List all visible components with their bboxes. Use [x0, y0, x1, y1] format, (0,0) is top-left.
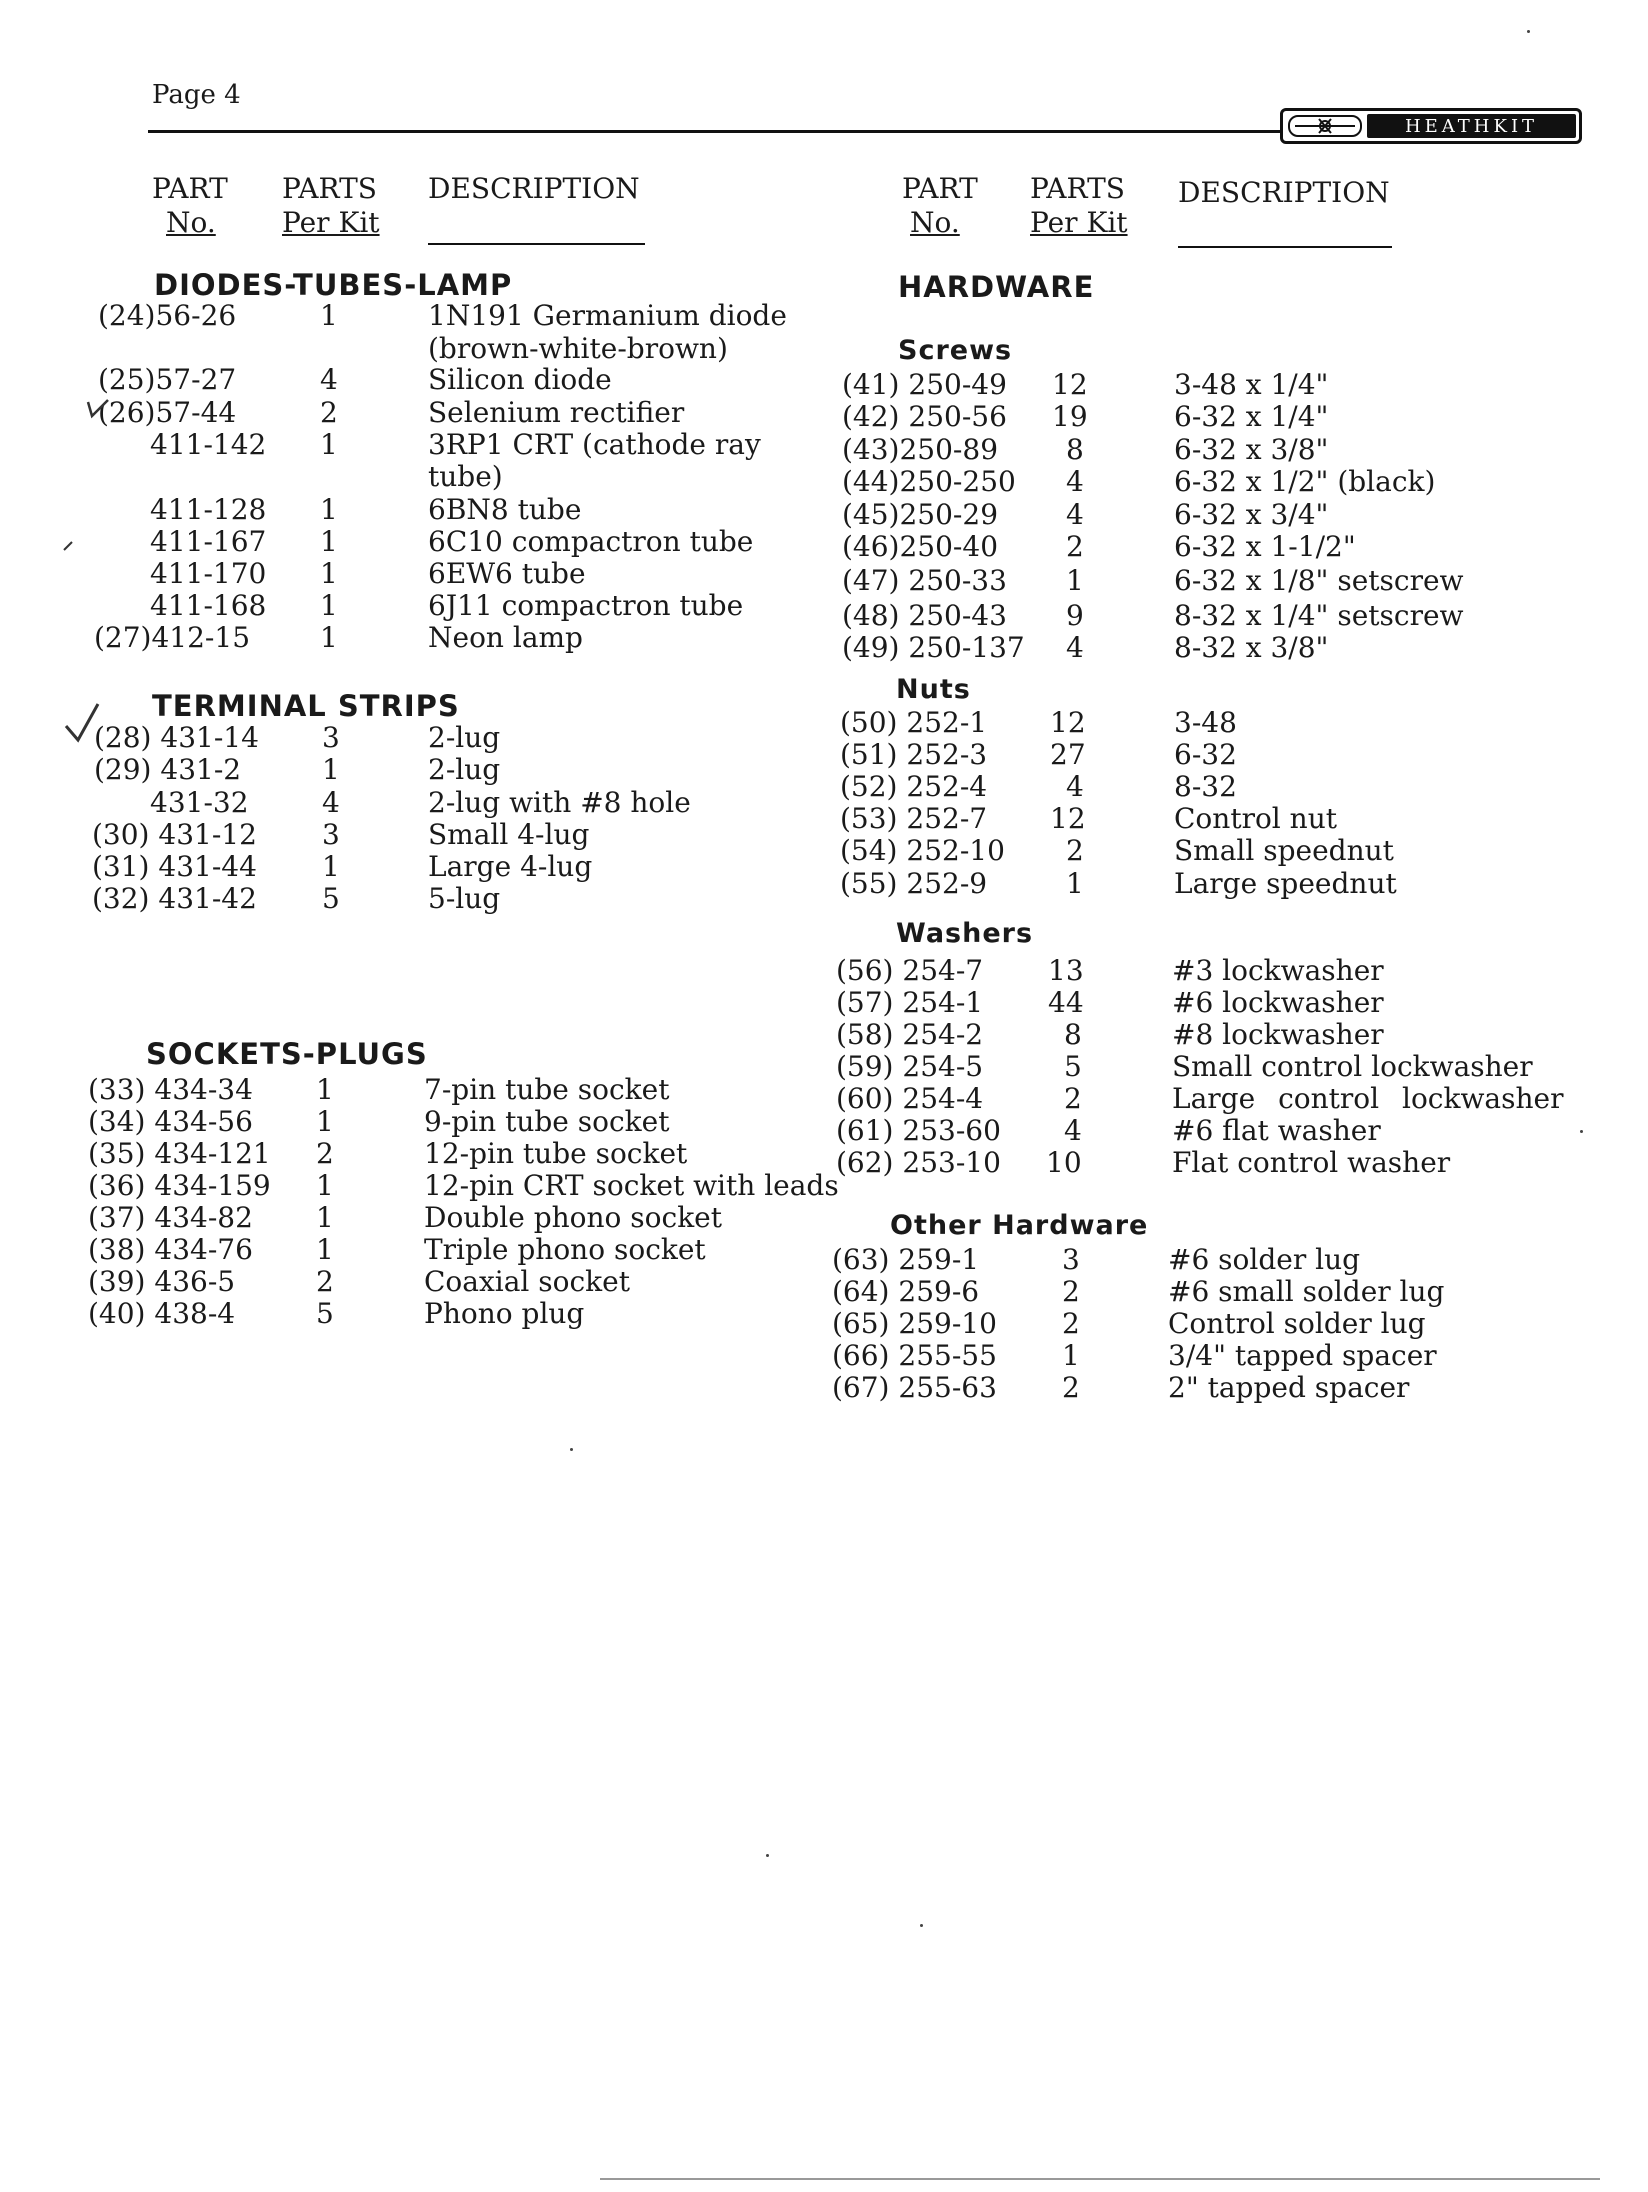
part-number: (48) 250-43: [842, 599, 1007, 632]
quantity: 2: [1064, 1082, 1082, 1115]
quantity: 1: [320, 621, 338, 654]
quantity: 13: [1048, 954, 1084, 987]
quantity: 1: [320, 589, 338, 622]
part-number: (65) 259-10: [832, 1307, 997, 1340]
quantity: 4: [1066, 465, 1084, 498]
part-number: (47) 250-33: [842, 564, 1007, 597]
part-number: (51) 252-3: [840, 738, 988, 771]
description: #6 solder lug: [1168, 1243, 1361, 1276]
left-description-header: DESCRIPTION: [428, 172, 640, 205]
quantity: 1: [320, 299, 338, 332]
part-number: (53) 252-7: [840, 802, 988, 835]
description: 6-32 x 1/8" setscrew: [1174, 564, 1464, 597]
description: Small control lockwasher: [1172, 1050, 1533, 1083]
description: 6BN8 tube: [428, 493, 582, 526]
description: 9-pin tube socket: [424, 1105, 670, 1138]
scan-speck: [766, 1854, 769, 1857]
part-number: (38) 434-76: [88, 1233, 253, 1266]
part-number: (67) 255-63: [832, 1371, 997, 1404]
part-number: 411-128: [150, 493, 267, 526]
scan-speck: [1580, 1130, 1583, 1133]
description: Control solder lug: [1168, 1307, 1426, 1340]
quantity: 8: [1066, 433, 1084, 466]
part-number: (42) 250-56: [842, 400, 1007, 433]
part-number: (50) 252-1: [840, 706, 988, 739]
description: (brown-white-brown): [428, 332, 728, 365]
description: Large 4-lug: [428, 850, 593, 883]
logo-emblem-icon: [1283, 111, 1367, 141]
part-number: (43)250-89: [842, 433, 999, 466]
description: 6-32 x 1-1/2": [1174, 530, 1356, 563]
quantity: 1: [316, 1233, 334, 1266]
description: Large control lockwasher: [1172, 1082, 1564, 1115]
part-number: (52) 252-4: [840, 770, 988, 803]
part-number: (63) 259-1: [832, 1243, 980, 1276]
description: Flat control washer: [1172, 1146, 1451, 1179]
part-number: (41) 250-49: [842, 368, 1007, 401]
part-number: (24)56-26: [98, 299, 237, 332]
part-number: (60) 254-4: [836, 1082, 984, 1115]
quantity: 1: [322, 753, 340, 786]
quantity: 19: [1052, 400, 1088, 433]
quantity: 3: [1062, 1243, 1080, 1276]
part-number: (62) 253-10: [836, 1146, 1001, 1179]
quantity: 4: [1064, 1114, 1082, 1147]
quantity: 2: [1066, 834, 1084, 867]
part-number: (46)250-40: [842, 530, 999, 563]
description: Large speednut: [1174, 867, 1397, 900]
quantity: 2: [320, 396, 338, 429]
part-label: PART: [152, 172, 228, 205]
description: 2-lug with #8 hole: [428, 786, 691, 819]
description: 6-32 x 1/2" (black): [1174, 465, 1436, 498]
description: 6J11 compactron tube: [428, 589, 744, 622]
description: 6-32 x 1/4": [1174, 400, 1329, 433]
description: #6 flat washer: [1172, 1114, 1381, 1147]
description: 3-48: [1174, 706, 1237, 739]
description: #3 lockwasher: [1172, 954, 1384, 987]
description: 3/4" tapped spacer: [1168, 1339, 1437, 1372]
description: Coaxial socket: [424, 1265, 630, 1298]
part-number: (54) 252-10: [840, 834, 1005, 867]
quantity: 4: [320, 363, 338, 396]
quantity: 12: [1050, 802, 1086, 835]
part-number: (25)57-27: [98, 363, 237, 396]
page-number: Page 4: [152, 80, 241, 110]
quantity: 2: [316, 1137, 334, 1170]
quantity: 9: [1066, 599, 1084, 632]
heathkit-logo: [1280, 108, 1582, 144]
quantity: 1: [320, 525, 338, 558]
description: 6EW6 tube: [428, 557, 586, 590]
description: 5-lug: [428, 882, 501, 915]
description: 3RP1 CRT (cathode ray: [428, 428, 761, 461]
part-number: (55) 252-9: [840, 867, 988, 900]
quantity: 5: [322, 882, 340, 915]
quantity: 27: [1050, 738, 1086, 771]
part-number: 431-32: [150, 786, 249, 819]
description: 1N191 Germanium diode: [428, 299, 787, 332]
description: 6C10 compactron tube: [428, 525, 754, 558]
scan-speck: [570, 1448, 573, 1451]
part-number: (58) 254-2: [836, 1018, 984, 1051]
description: 3-48 x 1/4": [1174, 368, 1329, 401]
description: 6-32 x 3/8": [1174, 433, 1329, 466]
part-number: (36) 434-159: [88, 1169, 271, 1202]
description: #6 lockwasher: [1172, 986, 1384, 1019]
part-number: (32) 431-42: [92, 882, 257, 915]
part-number: (49) 250-137: [842, 631, 1025, 664]
section-title-sockets-plugs: SOCKETS-PLUGS: [146, 1037, 428, 1071]
bottom-edge-rule: [600, 2178, 1600, 2180]
part-number: 411-170: [150, 557, 267, 590]
per-kit-label: Per Kit: [1030, 206, 1128, 239]
part-label: PART: [902, 172, 978, 205]
quantity: 8: [1064, 1018, 1082, 1051]
quantity: 4: [1066, 770, 1084, 803]
description: Silicon diode: [428, 363, 612, 396]
parts-label: PARTS: [1030, 172, 1125, 205]
part-number: (45)250-29: [842, 498, 999, 531]
part-number: (34) 434-56: [88, 1105, 253, 1138]
quantity: 4: [322, 786, 340, 819]
section-title-terminal-strips: TERMINAL STRIPS: [152, 689, 460, 723]
left-description-underline: [428, 243, 645, 245]
checkmark-icon: [62, 700, 102, 750]
left-parts-header: [282, 172, 380, 240]
description: #8 lockwasher: [1172, 1018, 1384, 1051]
part-number: (64) 259-6: [832, 1275, 980, 1308]
description: Control nut: [1174, 802, 1337, 835]
subsection-title-other-hardware: Other Hardware: [890, 1210, 1149, 1241]
subsection-title-screws: Screws: [898, 335, 1013, 366]
quantity: 44: [1048, 986, 1084, 1019]
no-label: No.: [910, 206, 960, 239]
part-number: (30) 431-12: [92, 818, 257, 851]
part-number: (29) 431-2: [94, 753, 242, 786]
right-part-header: [902, 172, 978, 240]
part-number: (44)250-250: [842, 465, 1016, 498]
quantity: 2: [1062, 1275, 1080, 1308]
left-part-header: [152, 172, 228, 240]
quantity: 1: [320, 557, 338, 590]
description: 2" tapped spacer: [1168, 1371, 1410, 1404]
right-description-underline: [1178, 246, 1392, 248]
quantity: 1: [316, 1105, 334, 1138]
quantity: 2: [316, 1265, 334, 1298]
description: Small 4-lug: [428, 818, 590, 851]
quantity: 1: [316, 1073, 334, 1106]
description: 6-32 x 3/4": [1174, 498, 1329, 531]
description: 8-32 x 3/8": [1174, 631, 1329, 664]
tick-mark-icon: [62, 540, 74, 552]
quantity: 4: [1066, 631, 1084, 664]
part-number: 411-142: [150, 428, 267, 461]
subsection-title-nuts: Nuts: [896, 674, 971, 705]
subsection-title-washers: Washers: [896, 918, 1034, 949]
part-number: 411-167: [150, 525, 267, 558]
description: 8-32 x 1/4" setscrew: [1174, 599, 1464, 632]
description: 12-pin CRT socket with leads: [424, 1169, 839, 1202]
part-number: (37) 434-82: [88, 1201, 253, 1234]
description: Small speednut: [1174, 834, 1394, 867]
quantity: 1: [1066, 867, 1084, 900]
parts-label: PARTS: [282, 172, 377, 205]
description: 2-lug: [428, 753, 501, 786]
description: Neon lamp: [428, 621, 583, 654]
quantity: 1: [322, 850, 340, 883]
scan-speck: [1527, 30, 1530, 33]
description: Selenium rectifier: [428, 396, 685, 429]
quantity: 12: [1052, 368, 1088, 401]
description: 6-32: [1174, 738, 1237, 771]
quantity: 2: [1066, 530, 1084, 563]
part-number: (56) 254-7: [836, 954, 984, 987]
part-number: 411-168: [150, 589, 267, 622]
part-number: (35) 434-121: [88, 1137, 271, 1170]
quantity: 5: [316, 1297, 334, 1330]
description: #6 small solder lug: [1168, 1275, 1445, 1308]
section-title-hardware: HARDWARE: [898, 270, 1095, 304]
quantity: 1: [320, 428, 338, 461]
quantity: 4: [1066, 498, 1084, 531]
quantity: 1: [1062, 1339, 1080, 1372]
description: 2-lug: [428, 721, 501, 754]
part-number: (59) 254-5: [836, 1050, 984, 1083]
quantity: 1: [1066, 564, 1084, 597]
pencil-mark-icon: [86, 398, 110, 420]
description: 7-pin tube socket: [424, 1073, 670, 1106]
per-kit-label: Per Kit: [282, 206, 380, 239]
part-number: (31) 431-44: [92, 850, 257, 883]
quantity: 3: [322, 721, 340, 754]
quantity: 1: [316, 1169, 334, 1202]
quantity: 12: [1050, 706, 1086, 739]
part-number: (26)57-44: [98, 396, 237, 429]
quantity: 2: [1062, 1371, 1080, 1404]
part-number: (57) 254-1: [836, 986, 984, 1019]
scan-speck: [920, 1924, 923, 1927]
quantity: 5: [1064, 1050, 1082, 1083]
logo-text: HEATHKIT: [1367, 114, 1576, 138]
quantity: 10: [1046, 1146, 1082, 1179]
right-parts-header: [1030, 172, 1128, 240]
part-number: (33) 434-34: [88, 1073, 253, 1106]
description: 12-pin tube socket: [424, 1137, 688, 1170]
part-number: (28) 431-14: [94, 721, 259, 754]
quantity: 2: [1062, 1307, 1080, 1340]
description: Phono plug: [424, 1297, 585, 1330]
quantity: 1: [316, 1201, 334, 1234]
part-number: (61) 253-60: [836, 1114, 1001, 1147]
description: Double phono socket: [424, 1201, 722, 1234]
description: tube): [428, 460, 503, 493]
part-number: (66) 255-55: [832, 1339, 997, 1372]
no-label: No.: [166, 206, 216, 239]
description: 8-32: [1174, 770, 1237, 803]
right-description-header: DESCRIPTION: [1178, 176, 1390, 209]
part-number: (39) 436-5: [88, 1265, 236, 1298]
quantity: 1: [320, 493, 338, 526]
description: Triple phono socket: [424, 1233, 706, 1266]
part-number: (27)412-15: [94, 621, 251, 654]
part-number: (40) 438-4: [88, 1297, 236, 1330]
section-title-diodes: DIODES-TUBES-LAMP: [154, 268, 513, 302]
quantity: 3: [322, 818, 340, 851]
